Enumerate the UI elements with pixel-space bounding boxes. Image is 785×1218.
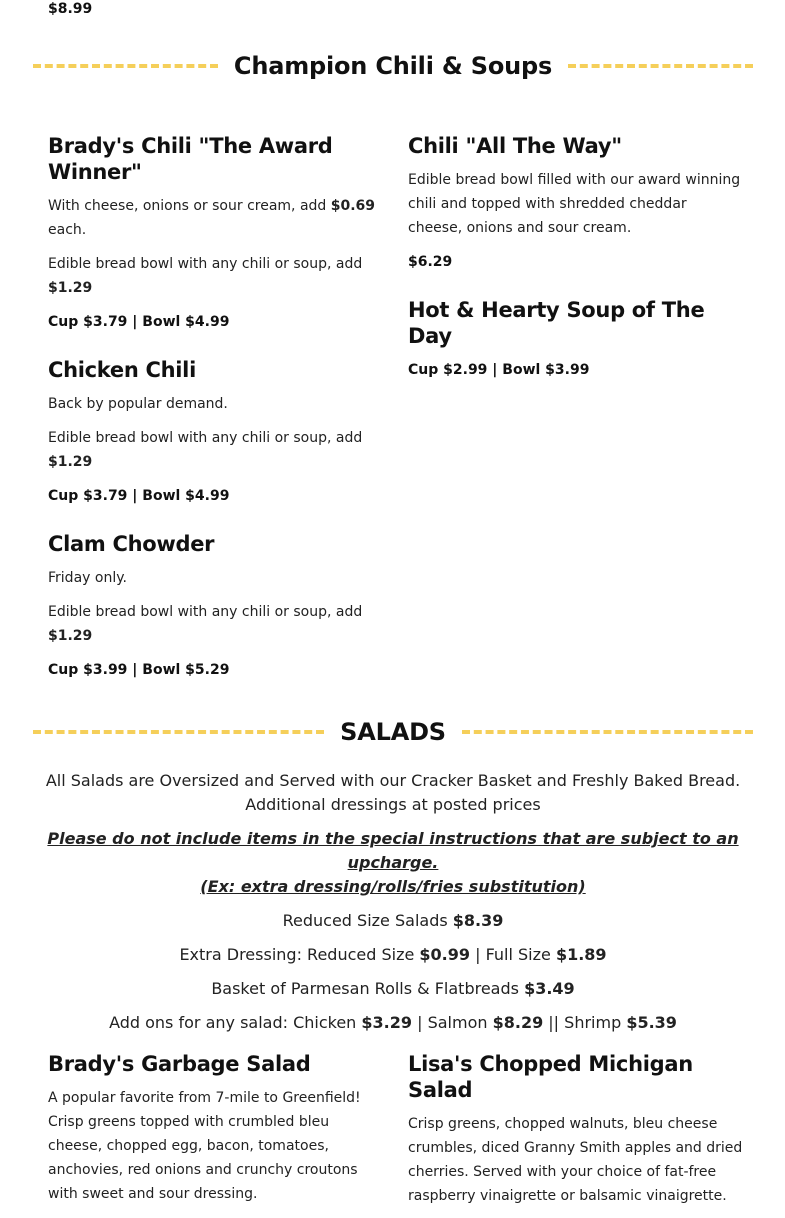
menu-item-bradys-chili[interactable] — [48, 133, 383, 334]
item-price: Cup $3.99 | Bowl $5.29 — [48, 662, 230, 678]
item-title: Brady's Garbage Salad — [48, 1052, 311, 1076]
chili-right-column — [408, 133, 743, 392]
item-description: A popular favorite from 7-mile to Greenfield! Crisp greens topped with crumbled bleu cheese, chopped egg, bacon, tomatoes, anchovies, red onions and crunchy croutons with sweet and sour dressing. — [48, 1090, 361, 1202]
salads-section-header — [33, 718, 753, 746]
menu-item-chili-all-the-way[interactable] — [408, 133, 743, 274]
item-bread-bowl-note: Edible bread bowl with any chili or soup, add $1.29 — [48, 256, 363, 296]
chili-section-title: Champion Chili & Soups — [233, 52, 553, 80]
menu-item-chicken-chili[interactable] — [48, 357, 383, 508]
item-title: Chili "All The Way" — [408, 134, 622, 158]
item-price: Cup $2.99 | Bowl $3.99 — [408, 362, 590, 378]
item-bread-bowl-note: Edible bread bowl with any chili or soup, add $1.29 — [48, 604, 363, 644]
salads-section-title: SALADS — [340, 718, 446, 746]
salads-info — [33, 769, 753, 1045]
item-title: Chicken Chili — [48, 358, 196, 382]
extra-dressing-line: Extra Dressing: Reduced Size $0.99 | Full Size $1.89 — [179, 945, 607, 964]
item-price: $6.29 — [408, 254, 453, 270]
menu-item-chopped-michigan-salad[interactable] — [408, 1051, 743, 1218]
chili-left-column — [48, 133, 383, 692]
menu-item-garbage-salad[interactable] — [48, 1051, 383, 1216]
divider-right — [568, 64, 753, 68]
divider-left — [33, 64, 218, 68]
item-price: Cup $3.79 | Bowl $4.99 — [48, 488, 230, 504]
item-description: With cheese, onions or sour cream, add $0.69 each. — [48, 198, 376, 238]
menu-item-soup-of-the-day[interactable] — [408, 297, 743, 382]
salads-intro: All Salads are Oversized and Served with our Cracker Basket and Freshly Baked Bread. Additional dressings at posted prices — [45, 771, 741, 814]
item-title: Brady's Chili "The Award Winner" — [48, 134, 333, 184]
previous-item-price: $8.99 — [48, 1, 93, 17]
menu-item-clam-chowder[interactable] — [48, 531, 383, 682]
item-title: Lisa's Chopped Michigan Salad — [408, 1052, 693, 1102]
item-title: Clam Chowder — [48, 532, 215, 556]
upcharge-notice: Please do not include items in the special instructions that are subject to an upcharge. (Ex: extra dressing/rolls/fries substitution) — [47, 829, 739, 896]
item-title: Hot & Hearty Soup of The Day — [408, 298, 705, 348]
reduced-size-line: Reduced Size Salads $8.39 — [282, 911, 504, 930]
item-description: Edible bread bowl filled with our award winning chili and topped with shredded cheddar cheese, onions and sour cream. — [408, 172, 741, 236]
salad-addons-line: Add ons for any salad: Chicken $3.29 | Salmon $8.29 || Shrimp $5.39 — [109, 1013, 677, 1032]
item-price: Cup $3.79 | Bowl $4.99 — [48, 314, 230, 330]
item-bread-bowl-note: Edible bread bowl with any chili or soup, add $1.29 — [48, 430, 363, 470]
chili-section-header — [33, 52, 753, 80]
item-description: Friday only. — [48, 570, 127, 586]
parmesan-basket-line: Basket of Parmesan Rolls & Flatbreads $3.49 — [211, 979, 575, 998]
divider-right — [462, 730, 753, 734]
item-description: Crisp greens, chopped walnuts, bleu cheese crumbles, diced Granny Smith apples and dried cherries. Served with your choice of fat-free raspberry vinaigrette or balsamic vinaigrette. — [408, 1116, 743, 1204]
item-description: Back by popular demand. — [48, 396, 228, 412]
divider-left — [33, 730, 324, 734]
